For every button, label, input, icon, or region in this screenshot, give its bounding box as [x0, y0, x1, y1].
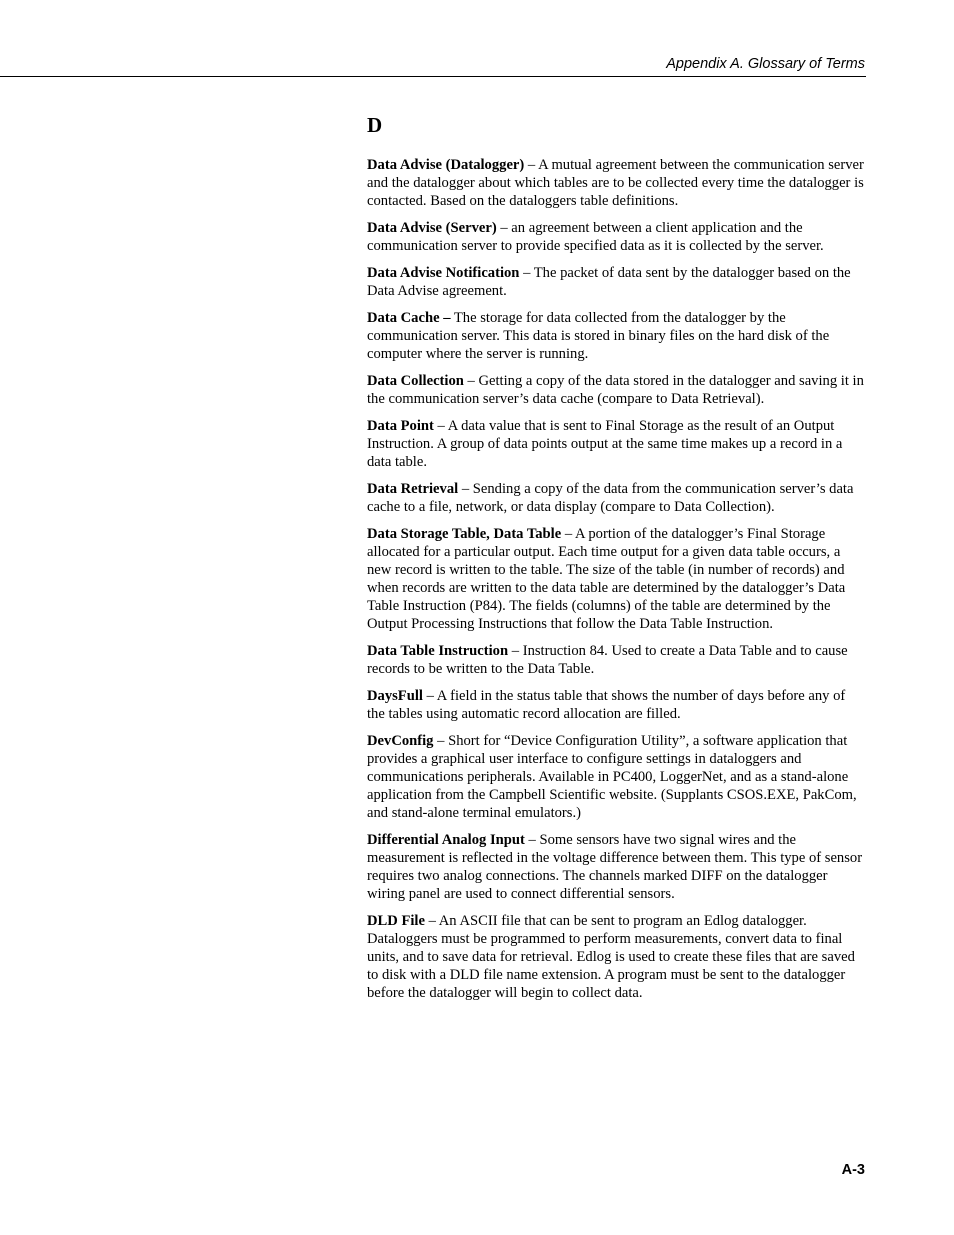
term-separator: –	[561, 526, 575, 542]
glossary-term: Data Advise (Datalogger)	[367, 157, 525, 173]
glossary-definition: A mutual agreement between the communication server and the datalogger about which tables are to be collected every time the datalogger is contacted. Based on the dataloggers table definitions.	[367, 157, 864, 209]
term-separator: –	[463, 373, 479, 389]
glossary-term: Data Cache –	[367, 310, 451, 326]
glossary-definition: Sending a copy of the data from the communication server’s data cache to a file, network, or data display (compare to Data Collection).	[367, 481, 854, 515]
term-separator: –	[458, 481, 473, 497]
term-separator: –	[524, 832, 540, 848]
glossary-term: Data Retrieval	[367, 481, 459, 497]
glossary-definition: Getting a copy of the data stored in the datalogger and saving it in the communication server’s data cache (compare to Data Retrieval).	[367, 373, 864, 407]
term-separator: –	[422, 688, 437, 704]
glossary-definition: an agreement between a client application and the communication server to provide specified data as it is collected by the server.	[367, 220, 824, 254]
glossary-definition: Some sensors have two signal wires and the measurement is reflected in the voltage difference between them. This type of sensor requires two analog connections. The channels marked DIFF on the datalogger wiring panel are used to connect differential sensors.	[367, 832, 863, 902]
glossary-entry	[367, 525, 864, 633]
glossary-term: Differential Analog Input	[367, 832, 525, 848]
glossary-definition: A field in the status table that shows the number of days before any of the tables using automatic record allocation are filled.	[367, 688, 846, 722]
glossary-entry	[367, 687, 864, 723]
header-rule	[0, 76, 866, 77]
glossary-entry	[367, 480, 864, 516]
glossary-definition: An ASCII file that can be sent to program an Edlog datalogger. Dataloggers must be programmed to perform measurements, convert data to final units, and to save data for retrieval. Edlog is used to create these files that are saved to disk with a DLD file name extension. A program must be sent to the datalogger before the datalogger will begin to collect data.	[367, 913, 855, 1001]
glossary-entry	[367, 264, 864, 300]
glossary-entries	[367, 156, 864, 1011]
glossary-term: Data Point	[367, 418, 434, 434]
glossary-entry	[367, 219, 864, 255]
glossary-definition: The packet of data sent by the datalogger based on the Data Advise agreement.	[367, 265, 851, 299]
glossary-term: DLD File	[367, 913, 425, 929]
glossary-term: Data Collection	[367, 373, 464, 389]
glossary-entry	[367, 309, 864, 363]
term-separator: –	[433, 418, 448, 434]
glossary-entry	[367, 732, 864, 822]
glossary-term: DevConfig	[367, 733, 434, 749]
section-letter: D	[367, 113, 383, 137]
term-separator: –	[508, 643, 523, 659]
glossary-term: Data Storage Table, Data Table	[367, 526, 562, 542]
glossary-entry	[367, 912, 864, 1002]
term-separator: –	[424, 913, 439, 929]
term-separator: –	[519, 265, 534, 281]
glossary-term: Data Advise (Server)	[367, 220, 497, 236]
glossary-entry	[367, 417, 864, 471]
glossary-term: Data Table Instruction	[367, 643, 509, 659]
glossary-entry	[367, 642, 864, 678]
glossary-entry	[367, 156, 864, 210]
term-separator: –	[433, 733, 449, 749]
glossary-entry	[367, 831, 864, 903]
glossary-entry	[367, 372, 864, 408]
running-header: Appendix A. Glossary of Terms	[666, 56, 865, 72]
term-separator: –	[524, 157, 539, 173]
glossary-definition: A data value that is sent to Final Storage as the result of an Output Instruction. A group of data points output at the same time makes up a record in a data table.	[367, 418, 843, 470]
glossary-term: Data Advise Notification	[367, 265, 520, 281]
page-number: A-3	[841, 1162, 865, 1178]
glossary-definition: Instruction 84. Used to create a Data Table and to cause records to be written to the Data Table.	[367, 643, 848, 677]
glossary-definition: The storage for data collected from the datalogger by the communication server. This data is stored in binary files on the hard disk of the computer where the server is running.	[367, 310, 830, 362]
term-separator: –	[496, 220, 512, 236]
glossary-definition: Short for “Device Configuration Utility”, a software application that provides a graphical user interface to configure settings in dataloggers and communications peripherals. Available in PC400, LoggerNet, and as a stand-alone application from the Campbell Scientific website. (Supplants CSOS.EXE, PakCom, and stand-alone terminal emulators.)	[367, 733, 857, 821]
glossary-definition: A portion of the datalogger’s Final Storage allocated for a particular output. Each time output for a given data table occurs, a new record is written to the table. The size of the table (in number of records) and when records are written to the data table are determined by the datalogger’s Data Table Instruction (P84). The fields (columns) of the table are determined by the Output Processing Instructions that follow the Data Table Instruction.	[367, 526, 846, 632]
glossary-term: DaysFull	[367, 688, 423, 704]
